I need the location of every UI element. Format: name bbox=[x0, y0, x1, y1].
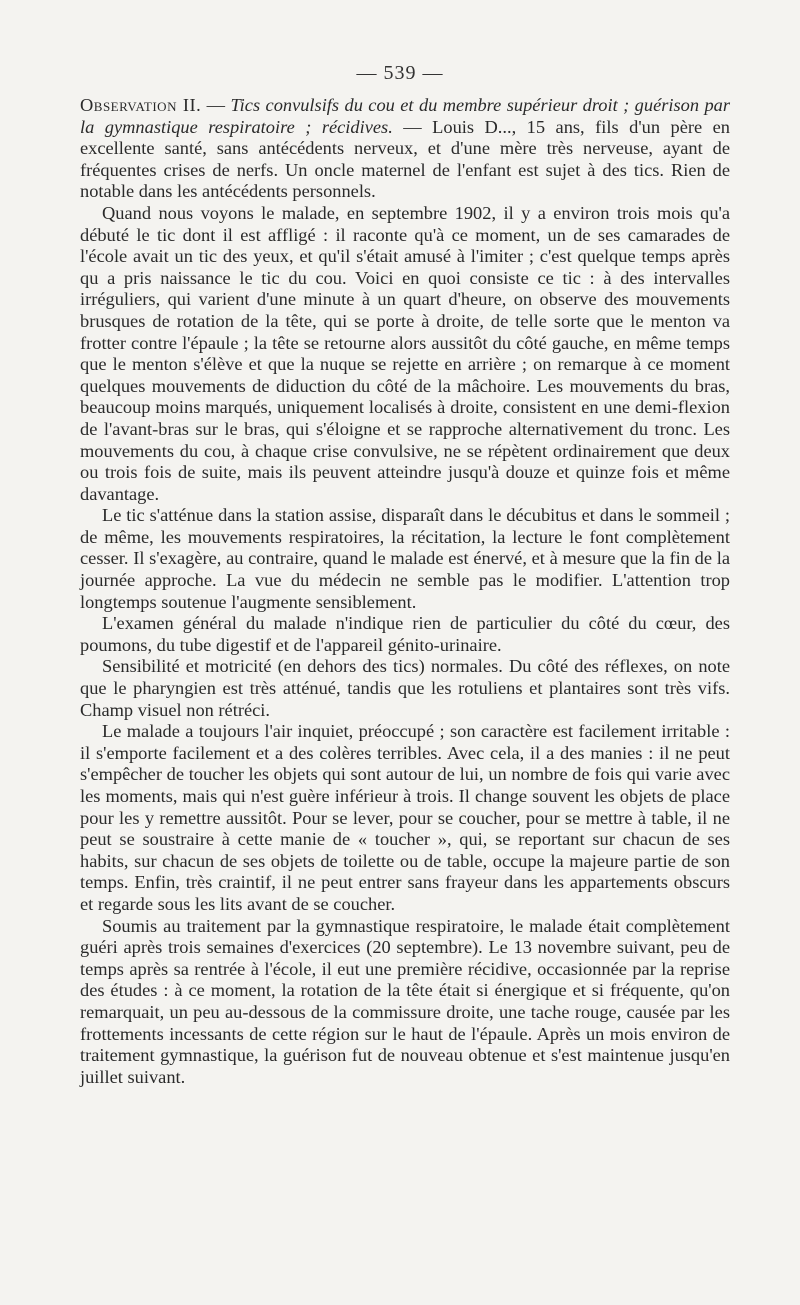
paragraph-sensibility: Sensibilité et motricité (en dehors des tics) normales. Du côté des réflexes, on note que le pharyngien est très atténué, tandis que les rotuliens et plantaires sont très vifs. Champ visuel non rétréci. bbox=[80, 656, 730, 720]
observation-heading-paragraph bbox=[80, 95, 730, 203]
page-number: — 539 — bbox=[356, 62, 444, 84]
paragraph-variations: Le tic s'atténue dans la station assise, disparaît dans le décubitus et dans le sommeil ; de même, les mouvements respiratoires, la récitation, la lecture le font complètement cesser. Il s'exagère, au contraire, quand le malade est énervé, et à mesure que la fin de la journée approche. La vue du médecin ne semble pas le modifier. L'attention trop longtemps soutenue l'augmente sensiblement. bbox=[80, 505, 730, 612]
observation-dash: — bbox=[201, 95, 231, 115]
paragraph-description-tic: Quand nous voyons le malade, en septembre 1902, il y a environ trois mois qu'a débuté le tic dont il est affligé : il raconte qu'à ce moment, un de ses camarades de l'école avait un tic des yeux, et qu'il s'était amusé à l'imiter ; c'est quelque temps après qu a pris naissance le tic du cou. Voici en quoi consiste ce tic : à des intervalles irréguliers, qui varient d'une minute à un quart d'heure, on observe des mouvements brusques de rotation de la tête, qui se porte à droite, de telle sorte que le menton va frotter contre l'épaule ; la tête se retourne alors aussitôt du côté gauche, en même temps que le menton s'élève et que la nuque se rejette en arrière ; on remarque à ce moment quelques mouvements de diduction du côté de la mâchoire. Les mouvements du bras, beaucoup moins marqués, uniquement localisés à droite, consistent en une demi-flexion de l'avant-bras sur le bras, qui s'éloigne et se rapproche alternativement du tronc. Les mouvements du cou, à chaque crise convulsive, ne se répètent ordinairement que deux ou trois fois de suite, mais ils peuvent atteindre jusqu'à douze et quinze fois et même davantage. bbox=[80, 202, 730, 504]
observation-intro-text: — Louis D..., 15 ans, fils d'un père en excellente santé, sans antécédents nerveux, et d'une mère très nerveuse, ayant de fréquentes crises de nerfs. Un oncle maternel de l'enfant est sujet à des tics. Rien de notable dans les antécédents personnels. bbox=[80, 116, 730, 202]
paragraph-treatment: Soumis au traitement par la gymnastique respiratoire, le malade était complètement guéri après trois semaines d'exercices (20 septembre). Le 13 novembre suivant, peu de temps après sa rentrée à l'école, il eut une première récidive, occasionnée par la reprise des études : à ce moment, la rotation de la tête était si énergique et si fréquente, qu'on remarquait, un peu au-dessous de la commissure droite, une tache rouge, causée par les frottements incessants de cette région sur le haut de l'épaule. Après un mois environ de traitement gymnastique, la guérison fut de nouveau obtenue et s'est maintenue jusqu'en juillet suivant. bbox=[80, 915, 730, 1087]
observation-title: Tics convulsifs du cou et du membre supérieur droit ; guérison par la gymnastique respiratoire ; récidives. bbox=[80, 95, 731, 137]
observation-label: Observation II. bbox=[80, 95, 202, 115]
paragraph-general-exam: L'examen général du malade n'indique rien de particulier du côté du cœur, des poumons, du tube digestif et de l'appareil génito-urinaire. bbox=[80, 613, 730, 655]
body-text bbox=[80, 95, 730, 1088]
paragraph-character: Le malade a toujours l'air inquiet, préoccupé ; son caractère est facilement irritable : il s'emporte facilement et a des colères terribles. Avec cela, il a des manies : il ne peut s'empêcher de toucher les objets qui sont autour de lui, un nombre de fois qui varie avec les moments, mais qui n'est guère inférieur à trois. Il change souvent les objets de place pour les y remettre aussitôt. Pour se lever, pour se coucher, pour se mettre à table, il ne peut se soustraire à cette manie de « toucher », qui, se reportant sur chacun de ses habits, sur chacun de ses objets de toilette ou de table, occupe la majeure partie de son temps. Enfin, très craintif, il ne peut entrer sans frayeur dans les appartements obscurs et regarde sous les lits avant de se coucher. bbox=[80, 721, 730, 914]
